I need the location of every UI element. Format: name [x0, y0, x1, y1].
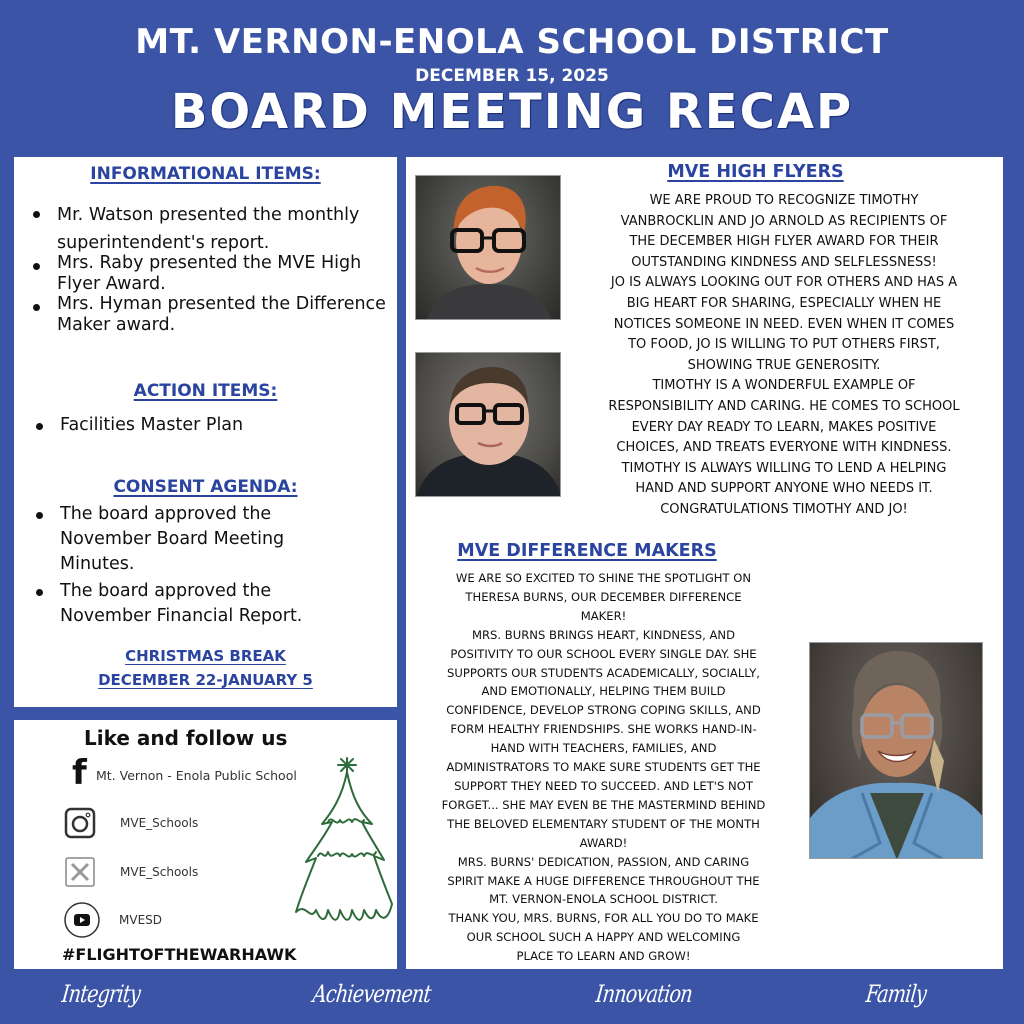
facebook-icon: f — [72, 753, 87, 793]
christmas-tree-icon — [292, 752, 402, 942]
student-photo-red-hair — [415, 175, 561, 320]
x-label: MVE_Schools — [120, 865, 199, 879]
list-item: Mrs. Hyman presented the Difference Maker award. — [28, 294, 388, 336]
informational-heading: INFORMATIONAL ITEMS: — [90, 164, 321, 184]
header — [0, 0, 1024, 150]
list-item: Mr. Watson presented the monthly superintendent's report. — [28, 201, 388, 257]
youtube-label: MVESD — [119, 913, 163, 927]
christmas-break-dates: DECEMBER 22-JANUARY 5 — [98, 671, 313, 689]
page-title: BOARD MEETING RECAP — [170, 84, 854, 140]
list-item: Mrs. Raby presented the MVE High Flyer Award. — [28, 253, 388, 295]
district-name: MT. VERNON-ENOLA SCHOOL DISTRICT — [135, 22, 889, 62]
value-achievement: Achievement — [311, 980, 433, 1008]
student-photo-dark-hair — [415, 352, 561, 497]
action-heading: ACTION ITEMS: — [133, 381, 278, 401]
meeting-date: DECEMBER 15, 2025 — [415, 66, 609, 86]
instagram-icon — [64, 807, 96, 839]
core-values-footer — [0, 972, 1024, 1024]
facebook-label: Mt. Vernon - Enola Public School — [96, 767, 297, 783]
christmas-break-label: CHRISTMAS BREAK — [125, 647, 286, 665]
consent-list — [31, 502, 331, 629]
hashtag: #FLIGHTOFTHEWARHAWK — [62, 945, 297, 964]
list-item: The board approved the November Financial Report. — [31, 579, 331, 629]
x-twitter-icon — [64, 856, 96, 888]
list-item: Facilities Master Plan — [31, 413, 391, 438]
social-media-panel — [14, 720, 397, 969]
youtube-icon — [63, 901, 101, 939]
action-list — [31, 413, 391, 438]
high-flyers-heading: MVE HIGH FLYERS — [667, 162, 844, 182]
value-innovation: Innovation — [594, 980, 694, 1008]
value-integrity: Integrity — [60, 980, 142, 1008]
informational-list — [28, 201, 388, 336]
meeting-items-panel — [14, 157, 397, 707]
high-flyers-text: WE ARE PROUD TO RECOGNIZE TIMOTHY VANBROCKLIN AND JO ARNOLD AS RECIPIENTS OF THE DECEMBER HIGH FLYER AWARD FOR THEIR OUTSTANDING KINDNESS AND SELFLESSNESS! JO IS ALWAYS LOOKING OUT FOR OTHERS AND HAS A BIG HEART FOR SHARING, ESPECIALLY WHEN HE NOTICES SOMEONE IN NEED. EVEN WHEN IT COMES TO FOOD, JO IS WILLING TO PUT OTHERS FIRST, SHOWING TRUE GENEROSITY. TIMOTHY IS A WONDERFUL EXAMPLE OF RESPONSIBILITY AND CARING. HE COMES TO SCHOOL EVERY DAY READY TO LEARN, MAKES POSITIVE CHOICES, AND TREATS EVERYONE WITH KINDNESS. TIMOTHY IS ALWAYS WILLING TO LEND A HELPING HAND AND SUPPORT ANYONE WHO NEEDS IT. CONGRATULATIONS TIMOTHY AND JO! — [608, 193, 960, 517]
social-heading: Like and follow us — [84, 726, 288, 750]
social-x[interactable] — [64, 856, 198, 888]
social-instagram[interactable] — [64, 807, 198, 839]
list-item: The board approved the November Board Meeting Minutes. — [31, 502, 331, 577]
social-facebook[interactable] — [72, 753, 297, 793]
consent-heading: CONSENT AGENDA: — [113, 477, 298, 497]
recognition-panel — [406, 157, 1003, 969]
social-youtube[interactable] — [63, 901, 162, 939]
difference-makers-text: WE ARE SO EXCITED TO SHINE THE SPOTLIGHT ON THERESA BURNS, OUR DECEMBER DIFFERENCE MAKER! MRS. BURNS BRINGS HEART, KINDNESS, AND POSITIVITY TO OUR SCHOOL EVERY SINGLE DAY. SHE SUPPORTS OUR STUDENTS ACADEMICALLY, SOCIALLY, AND EMOTIONALLY, HELPING THEM BUILD CONFIDENCE, DEVELOP STRONG COPING SKILLS, AND FORM HEALTHY FRIENDSHIPS. SHE WORKS HAND-IN- HAND WITH TEACHERS, FAMILIES, AND ADMINISTRATORS TO MAKE SURE STUDENTS GET THE SUPPORT THEY NEED TO SUCCEED. AND LET'S NOT FORGET... SHE MAY EVEN BE THE MASTERMIND BEHIND THE BELOVED ELEMENTARY STUDENT OF THE MONTH AWARD! MRS. BURNS' DEDICATION, PASSION, AND CARING SPIRIT MAKE A HUGE DIFFERENCE THROUGHOUT THE MT. VERNON-ENOLA SCHOOL DISTRICT. THANK YOU, MRS. BURNS, FOR ALL YOU DO TO MAKE OUR SCHOOL SUCH A HAPPY AND WELCOMING PLACE TO LEARN AND GROW! — [441, 571, 766, 964]
staff-photo-theresa-burns — [809, 642, 983, 859]
value-family: Family — [864, 980, 928, 1008]
difference-makers-heading: MVE DIFFERENCE MAKERS — [457, 541, 717, 561]
instagram-label: MVE_Schools — [120, 816, 199, 830]
